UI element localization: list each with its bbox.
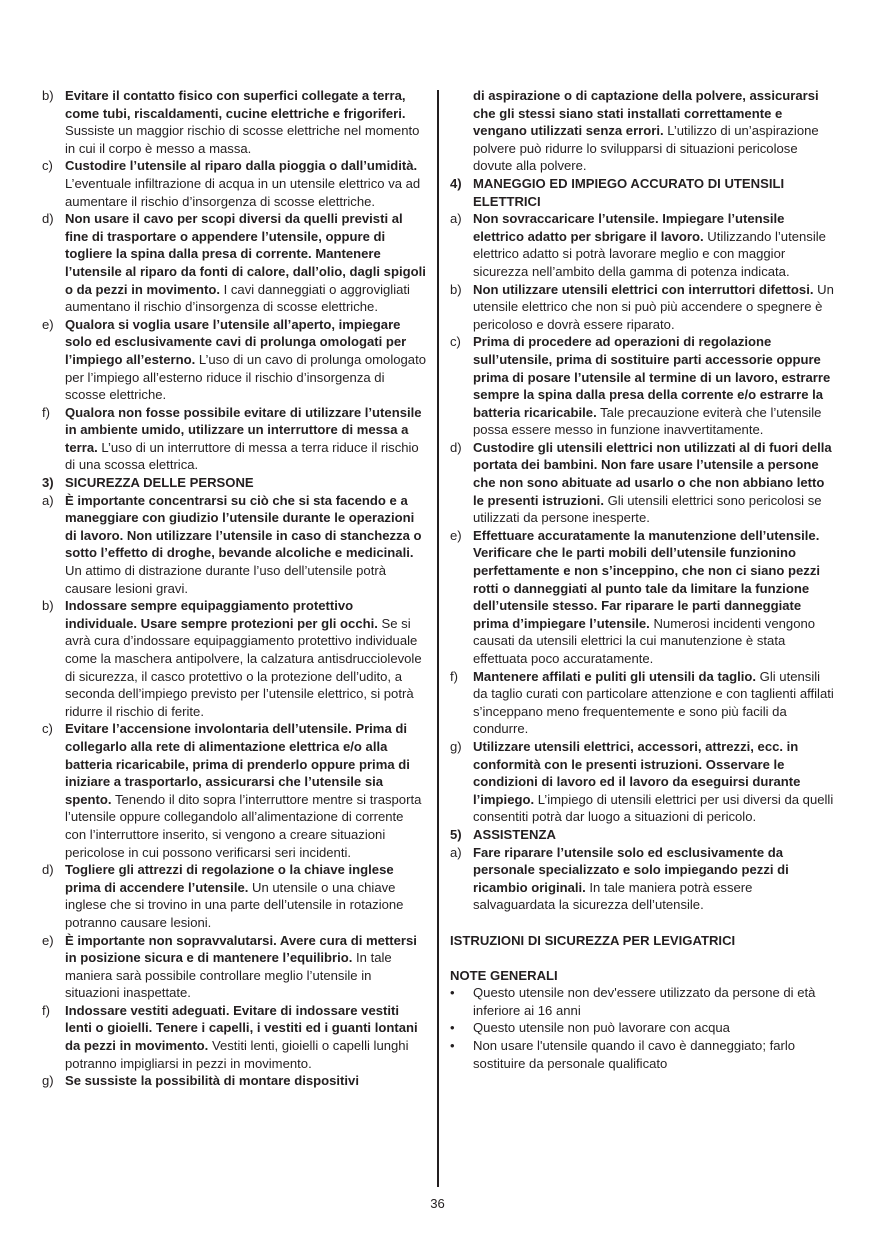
item-text: L’utilizzo di un’aspirazione polvere può ridurre lo svilupparsi di situazioni pericolose dovute alla polvere. — [473, 123, 819, 174]
column-divider — [437, 90, 439, 1187]
item-bold-text: Togliere gli attrezzi di regolazione o la chiave inglese prima di accendere l’utensile. — [65, 862, 394, 895]
item-label: d) — [450, 439, 462, 455]
item-text: Numerosi incidenti vengono causati da utensili elettrici la cui manutenzione è stata effettuata poco accuratamente. — [473, 615, 816, 666]
section-heading-service — [450, 826, 835, 844]
item-bold-text: Evitare il contatto fisico con superfici collegate a terra, come tubi, riscaldamenti, cucine elettriche e frigoriferi. — [65, 88, 406, 121]
list-item — [450, 844, 835, 914]
list-item — [42, 87, 427, 157]
list-item — [42, 210, 427, 316]
bullet-icon: • — [450, 985, 455, 1001]
item-bold-text: Custodire gli utensili elettrici non utilizzati al di fuori della portata dei bambini. Non fare usare l’utensile a persone che non sono abituate ad usarlo o che non abbiano letto le presenti istruzioni. — [473, 439, 832, 508]
item-bold-text: Indossare sempre equipaggiamento protettivo individuale. Usare sempre protezioni per gli occhi. — [65, 598, 378, 631]
item-label: f) — [450, 668, 458, 684]
item-label: e) — [450, 527, 462, 543]
bullet-item — [450, 984, 835, 1019]
heading-general-notes: NOTE GENERALI — [450, 967, 558, 983]
item-text: Tenendo il dito sopra l’interruttore mentre si trasporta l’utensile oppure collegandolo all’alimentazione di corrente con l’interruttore inserito, si vengono a creare situazioni pericolose in cui possono verificarsi seri incidenti. — [65, 791, 422, 860]
item-bold-text: Evitare l’accensione involontaria dell’utensile. Prima di collegarlo alla rete di alimentazione elettrica e/o alla batteria ricaricabile, prima di prenderlo oppure prima di iniziare a trasportarlo, assicurarsi che l’utensile sia spento. — [65, 721, 410, 807]
item-bold-text: Utilizzare utensili elettrici, accessori, attrezzi, ecc. in conformità con le presenti istruzioni. Osservare le condizioni di lavoro ed il lavoro da eseguirsi durante l’impiego. — [473, 738, 801, 807]
section-heading-personal-safety — [42, 474, 427, 492]
section-number: 4) — [450, 175, 462, 191]
item-label: a) — [450, 211, 462, 227]
item-label: a) — [450, 844, 462, 860]
list-item — [42, 316, 427, 404]
section-title: SICUREZZA DELLE PERSONE — [65, 475, 254, 491]
bullet-item — [450, 1037, 835, 1072]
bullet-text: Questo utensile non dev'essere utilizzato da persone di età inferiore ai 16 anni — [473, 985, 816, 1018]
item-label: e) — [42, 316, 54, 332]
list-item — [450, 527, 835, 668]
right-column — [450, 87, 835, 1072]
list-item — [42, 492, 427, 598]
item-bold-text: Non sovraccaricare l’utensile. Impiegare l’utensile elettrico adatto per sbrigare il lavoro. — [473, 211, 785, 244]
item-bold-text: Qualora si voglia usare l’utensile all’aperto, impiegare solo ed esclusivamente cavi di prolunga omologati per l’impiego all’esterno. — [65, 316, 407, 367]
item-bold-text: Mantenere affilati e puliti gli utensili da taglio. — [473, 668, 757, 684]
item-label: c) — [42, 721, 53, 737]
list-item — [42, 157, 427, 210]
item-bold-text: È importante non sopravvalutarsi. Avere cura di mettersi in posizione sicura e di mantenere l’equilibrio. — [65, 932, 417, 966]
list-item — [450, 210, 835, 280]
item-label: g) — [42, 1073, 54, 1089]
item-text: Vestiti lenti, gioielli o capelli lunghi potranno impigliarsi in pezzi in movimento. — [65, 1038, 409, 1071]
item-bold-text: Custodire l’utensile al riparo dalla pioggia o dall’umidità. — [65, 158, 418, 174]
item-bold-text: Indossare vestiti adeguati. Evitare di indossare vestiti lenti o gioielli. Tenere i capelli, i vestiti ed i guanti lontani da pezzi in movimento. — [65, 1002, 418, 1054]
item-label: d) — [42, 862, 54, 878]
section-number: 3) — [42, 475, 54, 491]
list-item — [42, 720, 427, 861]
item-label: b) — [450, 281, 462, 297]
list-item — [42, 1002, 427, 1072]
page-number: 36 — [430, 1196, 445, 1211]
section-title: MANEGGIO ED IMPIEGO ACCURATO DI UTENSILI ELETTRICI — [473, 175, 785, 209]
item-label: e) — [42, 932, 54, 948]
item-label: c) — [450, 334, 461, 350]
item-text: Tale precauzione eviterà che l’utensile possa essere messo in funzione inavvertitamente. — [473, 404, 822, 438]
list-item — [42, 861, 427, 931]
item-bold-text: Non utilizzare utensili elettrici con interruttori difettosi. — [473, 281, 814, 297]
item-text: Un attimo di distrazione durante l’uso dell’utensile potrà causare lesioni gravi. — [65, 563, 386, 596]
item-label: a) — [42, 492, 54, 508]
item-label: d) — [42, 211, 54, 227]
continued-item — [450, 87, 835, 175]
bullet-text: Non usare l'utensile quando il cavo è danneggiato; farlo sostituire da personale qualificato — [473, 1038, 796, 1071]
item-bold-text: Effettuare accuratamente la manutenzione dell’utensile. Verificare che le parti mobili dell’utensile funzionino perfettamente e non s’inceppino, che non ci siano pezzi rotti o danneggiati al punto tale da limitare la funzione dell’utensile stesso. Far riparare le parti danneggiate prima d’impiegare l’utensile. — [473, 527, 821, 631]
list-item — [450, 738, 835, 826]
section-title: ASSISTENZA — [473, 826, 556, 842]
section-heading-tool-use — [450, 175, 835, 210]
item-bold-text: Fare riparare l’utensile solo ed esclusivamente da personale specializzato e solo impiegando pezzi di ricambio originali. — [473, 844, 789, 895]
bullet-item — [450, 1019, 835, 1037]
list-item — [42, 597, 427, 720]
item-text: L’uso di un cavo di prolunga omologato per l’impiego all’esterno riduce il rischio d’insorgenza di scosse elettriche. — [65, 351, 427, 403]
item-text: Utilizzando l’utensile elettrico adatto si potrà lavorare meglio e con maggior sicurezza nell’ambito della gamma di potenza indicata. — [473, 228, 826, 279]
item-label: b) — [42, 88, 54, 103]
bullet-icon: • — [450, 1020, 455, 1036]
item-label: b) — [42, 598, 54, 614]
item-label: f) — [42, 1002, 50, 1018]
item-text: I cavi danneggiati o aggrovigliati aumentano il rischio d’insorgenza di scosse elettriche. — [65, 281, 410, 315]
item-text: Un utensile elettrico che non si può più accendere o spegnere è pericoloso e dovrà essere riparato. — [473, 281, 834, 332]
list-item — [450, 281, 835, 334]
list-item — [42, 404, 427, 474]
list-item — [42, 932, 427, 1002]
item-label: g) — [450, 738, 462, 754]
left-column — [42, 87, 427, 1090]
item-bold-text: di aspirazione o di captazione della polvere, assicurarsi che gli stessi siano stati installati correttamente e vengano utilizzati senza errori. — [473, 88, 819, 139]
item-text: L’impiego di utensili elettrici per usi diversi da quelli consentiti potrà dar luogo a situazioni di pericolo. — [473, 791, 834, 825]
item-text: Se si avrà cura d’indossare equipaggiamento protettivo individuale come la maschera antipolvere, la calzatura antisdrucciolevole di sicurezza, il casco protettivo o la protezione dell’udito, a seconda dell’impiego previsto per l’utensile elettrico, si potrà ridurre il rischio di ferite. — [65, 615, 422, 719]
item-text: Sussiste un maggior rischio di scosse elettriche nel momento in cui il corpo è messo a massa. — [65, 123, 420, 156]
list-item — [450, 668, 835, 738]
item-text: L’uso di un interruttore di messa a terra riduce il rischio di una scossa elettrica. — [65, 439, 419, 473]
item-text: In tale maniera sarà possibile controllare meglio l’utensile in situazioni inaspettate. — [65, 950, 392, 1001]
item-bold-text: Qualora non fosse possibile evitare di utilizzare l’utensile in ambiente umido, utilizzare un interruttore di messa a terra. — [65, 404, 422, 455]
item-text: Gli utensili elettrici sono pericolosi se utilizzati da persone inesperte. — [473, 492, 822, 526]
item-bold-text: Se sussiste la possibilità di montare dispositivi — [65, 1073, 359, 1089]
item-text: Un utensile o una chiave inglese che si trovino in una parte dell’utensile in rotazione potranno causare lesioni. — [65, 879, 404, 930]
item-text: Gli utensili da taglio curati con particolare attenzione e con taglienti affilati s’inceppano meno frequentemente e sono più facili da condurre. — [473, 668, 834, 737]
section-number: 5) — [450, 826, 462, 842]
item-text: In tale maniera potrà essere salvaguardata la sicurezza dell’utensile. — [473, 879, 753, 913]
heading-sander-safety: ISTRUZIONI DI SICUREZZA PER LEVIGATRICI — [450, 932, 736, 948]
item-bold-text: Prima di procedere ad operazioni di regolazione sull’utensile, prima di sostituire parti accessorie oppure prima di posare l’utensile al termine di un lavoro, estrarre sempre la spina dalla presa della corrente e/o estrarre la batteria ricaricabile. — [473, 334, 831, 420]
item-text: L’eventuale infiltrazione di acqua in un utensile elettrico va ad aumentare il rischio d’insorgenza di scosse elettriche. — [65, 175, 421, 209]
list-item — [450, 439, 835, 527]
list-item — [42, 1072, 427, 1090]
bullet-text: Questo utensile non può lavorare con acqua — [473, 1020, 730, 1036]
item-bold-text: È importante concentrarsi su ciò che si sta facendo e a maneggiare con giudizio l’utensile durante le operazioni di lavoro. Non utilizzare l’utensile in caso di stanchezza o sotto l’effetto di droghe, bevande alcoliche e medicinali. — [65, 492, 422, 561]
item-label: c) — [42, 158, 53, 174]
bullet-icon: • — [450, 1038, 455, 1054]
item-bold-text: Non usare il cavo per scopi diversi da quelli previsti al fine di trasportare o appendere l’utensile, oppure di togliere la spina dalla presa di corrente. Mantenere l’utensile al riparo da fonti di calore, dall’olio, dagli spigoli o da pezzi in movimento. — [65, 211, 426, 297]
item-label: f) — [42, 404, 50, 420]
list-item — [450, 333, 835, 439]
